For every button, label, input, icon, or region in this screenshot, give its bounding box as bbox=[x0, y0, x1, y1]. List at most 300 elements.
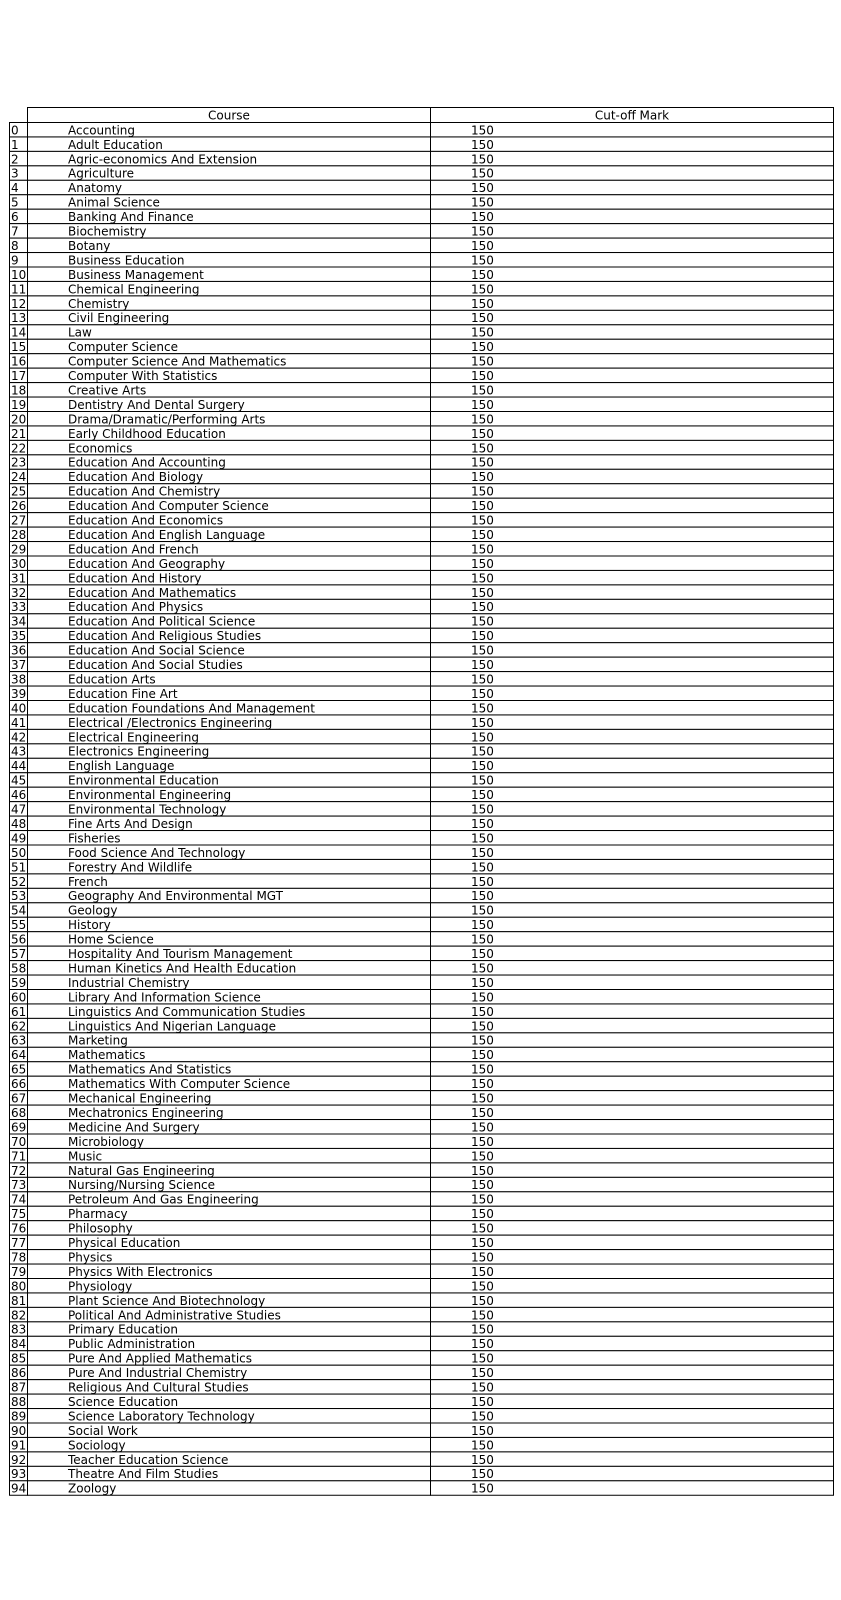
cutoff-value: 150 bbox=[471, 1250, 494, 1265]
table-row bbox=[10, 1206, 834, 1221]
cutoff-value: 150 bbox=[471, 1380, 494, 1395]
cutoff-value: 150 bbox=[471, 1394, 494, 1409]
table-row bbox=[10, 1177, 834, 1192]
row-index-label: 90 bbox=[11, 1423, 27, 1438]
course-label: Home Science bbox=[68, 932, 154, 947]
cutoff-value: 150 bbox=[471, 369, 494, 383]
row-index-label: 66 bbox=[11, 1077, 27, 1092]
row-index-label: 46 bbox=[11, 788, 27, 803]
row-index-label: 72 bbox=[11, 1163, 27, 1178]
row-index-label: 92 bbox=[11, 1452, 27, 1467]
table-row bbox=[10, 1076, 834, 1091]
table-row bbox=[10, 455, 834, 470]
row-index-label: 76 bbox=[11, 1221, 27, 1236]
course-label: Agriculture bbox=[68, 166, 134, 181]
course-label: Education Foundations And Management bbox=[68, 701, 315, 716]
row-index-label: 71 bbox=[11, 1149, 27, 1164]
cutoff-value: 150 bbox=[471, 947, 494, 961]
course-label: Mechanical Engineering bbox=[68, 1091, 212, 1106]
course-label: Civil Engineering bbox=[68, 311, 170, 326]
cutoff-value: 150 bbox=[471, 1105, 494, 1120]
course-label: French bbox=[68, 874, 108, 889]
table-row bbox=[10, 816, 834, 831]
cutoff-value: 150 bbox=[471, 1062, 494, 1077]
cutoff-value: 150 bbox=[471, 1019, 494, 1034]
course-label: Petroleum And Gas Engineering bbox=[68, 1192, 259, 1207]
cutoff-value: 150 bbox=[471, 238, 494, 253]
cutoff-value: 150 bbox=[471, 470, 494, 485]
table-row bbox=[10, 1264, 834, 1279]
cutoff-value: 150 bbox=[471, 383, 494, 398]
course-label: Education And Economics bbox=[68, 513, 224, 528]
table-row bbox=[10, 296, 834, 311]
course-label: Law bbox=[68, 325, 92, 340]
table-row bbox=[10, 1409, 834, 1424]
table-row bbox=[10, 166, 834, 181]
course-label: Mathematics With Computer Science bbox=[68, 1077, 291, 1092]
course-label: Physics With Electronics bbox=[68, 1264, 213, 1279]
table-row bbox=[10, 354, 834, 369]
course-label: Geology bbox=[68, 903, 118, 918]
row-index-label: 59 bbox=[11, 975, 27, 990]
row-index-label: 69 bbox=[11, 1120, 27, 1135]
course-label: Pure And Industrial Chemistry bbox=[68, 1366, 248, 1381]
cutoff-value: 150 bbox=[471, 1221, 494, 1236]
cutoff-value: 150 bbox=[471, 527, 494, 542]
table-row bbox=[10, 1062, 834, 1077]
cutoff-value: 150 bbox=[471, 282, 494, 297]
row-index-label: 11 bbox=[11, 282, 27, 297]
course-label: Agric-economics And Extension bbox=[68, 152, 258, 167]
cutoff-value: 150 bbox=[471, 990, 494, 1005]
table-row bbox=[10, 469, 834, 484]
cutoff-value: 150 bbox=[471, 571, 494, 586]
cutoff-value: 150 bbox=[471, 441, 494, 456]
table-row bbox=[10, 744, 834, 759]
course-label: Plant Science And Biotechnology bbox=[68, 1293, 266, 1308]
row-index-label: 36 bbox=[11, 643, 27, 658]
course-label: Sociology bbox=[68, 1438, 126, 1453]
cutoff-value: 150 bbox=[471, 397, 494, 412]
course-label: Biochemistry bbox=[68, 224, 147, 239]
row-index-label: 28 bbox=[11, 527, 27, 542]
table-row bbox=[10, 1163, 834, 1178]
row-index-label: 79 bbox=[11, 1264, 27, 1279]
cutoff-value: 150 bbox=[471, 600, 494, 615]
cutoff-value: 150 bbox=[471, 1149, 494, 1164]
row-index-label: 86 bbox=[11, 1366, 27, 1381]
table-row bbox=[10, 729, 834, 744]
cutoff-value: 150 bbox=[471, 224, 494, 239]
course-label: Education And Religious Studies bbox=[68, 629, 262, 644]
row-index-label: 14 bbox=[11, 325, 27, 340]
course-label: Physics bbox=[68, 1250, 113, 1265]
cutoff-value: 150 bbox=[471, 325, 494, 340]
table-row bbox=[10, 1437, 834, 1452]
row-index-label: 15 bbox=[11, 340, 27, 355]
course-label: Natural Gas Engineering bbox=[68, 1163, 215, 1178]
course-label: Nursing/Nursing Science bbox=[68, 1178, 216, 1193]
row-index-label: 77 bbox=[11, 1236, 27, 1250]
course-label: Forestry And Wildlife bbox=[68, 860, 193, 875]
row-index-label: 85 bbox=[11, 1351, 27, 1366]
cutoff-value: 150 bbox=[471, 1192, 494, 1207]
course-label: Computer Science And Mathematics bbox=[68, 354, 287, 369]
cutoff-value: 150 bbox=[471, 831, 494, 846]
table-row bbox=[10, 1221, 834, 1236]
row-index-label: 61 bbox=[11, 1004, 27, 1019]
row-index-label: 63 bbox=[11, 1033, 27, 1048]
table-row bbox=[10, 1235, 834, 1250]
cutoff-value: 150 bbox=[471, 686, 494, 701]
course-label: Education And Mathematics bbox=[68, 585, 237, 600]
row-index-label: 54 bbox=[11, 903, 27, 918]
row-index-label: 27 bbox=[11, 513, 27, 528]
table-row bbox=[10, 123, 834, 138]
course-label: Music bbox=[68, 1149, 103, 1164]
row-index-label: 22 bbox=[11, 441, 27, 456]
row-index-label: 84 bbox=[11, 1337, 27, 1352]
row-index-label: 21 bbox=[11, 426, 27, 441]
table-row bbox=[10, 845, 834, 860]
cutoff-value: 150 bbox=[471, 1366, 494, 1381]
table-row bbox=[10, 1134, 834, 1149]
cutoff-value: 150 bbox=[471, 137, 494, 152]
table-row bbox=[10, 1322, 834, 1337]
course-label: Food Science And Technology bbox=[68, 845, 246, 860]
row-index-label: 41 bbox=[11, 715, 27, 730]
table-row bbox=[10, 1120, 834, 1135]
cutoff-value: 150 bbox=[471, 1279, 494, 1294]
row-index-label: 0 bbox=[11, 123, 19, 138]
cutoff-value: 150 bbox=[471, 195, 494, 210]
table-row bbox=[10, 527, 834, 542]
table-row bbox=[10, 498, 834, 513]
cutoff-value: 150 bbox=[471, 1236, 494, 1250]
table-row bbox=[10, 1091, 834, 1106]
table-row bbox=[10, 990, 834, 1005]
course-label: Education And Social Science bbox=[68, 643, 245, 658]
cutoff-value: 150 bbox=[471, 499, 494, 514]
cutoff-value: 150 bbox=[471, 311, 494, 326]
cutoff-value: 150 bbox=[471, 1091, 494, 1106]
row-index-label: 26 bbox=[11, 499, 27, 514]
row-index-label: 18 bbox=[11, 383, 27, 398]
table-row bbox=[10, 180, 834, 195]
cutoff-value: 150 bbox=[471, 1409, 494, 1424]
course-label: Public Administration bbox=[68, 1337, 196, 1352]
table-row bbox=[10, 1336, 834, 1351]
cutoff-value: 150 bbox=[471, 1048, 494, 1063]
course-label: Environmental Engineering bbox=[68, 788, 232, 803]
course-label: Pure And Applied Mathematics bbox=[68, 1351, 253, 1366]
table-row bbox=[10, 946, 834, 961]
row-index-label: 6 bbox=[11, 210, 19, 225]
course-label: Education And Chemistry bbox=[68, 484, 221, 499]
row-index-label: 17 bbox=[11, 369, 27, 383]
cutoff-value: 150 bbox=[471, 484, 494, 499]
row-index-label: 57 bbox=[11, 947, 27, 961]
cutoff-value: 150 bbox=[471, 773, 494, 788]
cutoff-value: 150 bbox=[471, 1423, 494, 1438]
cutoff-value: 150 bbox=[471, 1264, 494, 1279]
cutoff-value: 150 bbox=[471, 556, 494, 571]
course-label: Environmental Education bbox=[68, 773, 219, 788]
row-index-label: 70 bbox=[11, 1134, 27, 1149]
row-index-label: 75 bbox=[11, 1207, 27, 1222]
row-index-label: 56 bbox=[11, 932, 27, 947]
table-row bbox=[10, 888, 834, 903]
row-index-label: 4 bbox=[11, 181, 19, 196]
table-row bbox=[10, 310, 834, 325]
course-label: Geography And Environmental MGT bbox=[68, 889, 283, 904]
course-label: Economics bbox=[68, 441, 133, 456]
course-label: Physical Education bbox=[68, 1236, 181, 1250]
course-label: Education Fine Art bbox=[68, 686, 178, 701]
cutoff-value: 150 bbox=[471, 1438, 494, 1453]
row-index-label: 12 bbox=[11, 296, 27, 311]
row-index-label: 42 bbox=[11, 730, 27, 745]
table-row bbox=[10, 1365, 834, 1380]
table-row bbox=[10, 253, 834, 268]
course-label: Teacher Education Science bbox=[68, 1452, 229, 1467]
cutoff-value: 150 bbox=[471, 340, 494, 355]
cutoff-value: 150 bbox=[471, 889, 494, 904]
cutoff-value: 150 bbox=[471, 513, 494, 528]
table-row bbox=[10, 1423, 834, 1438]
course-label: Education And Political Science bbox=[68, 614, 256, 629]
table-row bbox=[10, 1466, 834, 1481]
cutoff-value: 150 bbox=[471, 166, 494, 181]
course-label: Linguistics And Communication Studies bbox=[68, 1004, 306, 1019]
row-index-label: 50 bbox=[11, 845, 27, 860]
row-index-label: 25 bbox=[11, 484, 27, 499]
course-label: Zoology bbox=[68, 1481, 117, 1496]
cutoff-value: 150 bbox=[471, 1033, 494, 1048]
table-row bbox=[10, 383, 834, 398]
table-row bbox=[10, 1148, 834, 1163]
cutoff-value: 150 bbox=[471, 1004, 494, 1019]
course-label: Social Work bbox=[68, 1423, 138, 1438]
cutoff-value: 150 bbox=[471, 123, 494, 138]
table-row bbox=[10, 643, 834, 658]
cutoff-value: 150 bbox=[471, 961, 494, 976]
course-label: Medicine And Surgery bbox=[68, 1120, 200, 1135]
table-row bbox=[10, 484, 834, 499]
course-label: Chemical Engineering bbox=[68, 282, 200, 297]
course-label: Mathematics And Statistics bbox=[68, 1062, 232, 1077]
row-index-label: 68 bbox=[11, 1105, 27, 1120]
course-label: Education And History bbox=[68, 571, 202, 586]
cutoff-value: 150 bbox=[471, 1077, 494, 1092]
table-row bbox=[10, 1004, 834, 1019]
table-row bbox=[10, 859, 834, 874]
table-row bbox=[10, 614, 834, 629]
row-index-label: 34 bbox=[11, 614, 27, 629]
table-row bbox=[10, 1394, 834, 1409]
cutoff-value: 150 bbox=[471, 354, 494, 369]
row-index-label: 74 bbox=[11, 1192, 27, 1207]
course-label: Banking And Finance bbox=[68, 210, 194, 225]
cutoff-value: 150 bbox=[471, 614, 494, 629]
row-index-label: 82 bbox=[11, 1308, 27, 1323]
cutoff-value: 150 bbox=[471, 643, 494, 658]
row-index-label: 58 bbox=[11, 961, 27, 976]
cutoff-value: 150 bbox=[471, 253, 494, 268]
course-label: Drama/Dramatic/Performing Arts bbox=[68, 412, 266, 427]
table-row bbox=[10, 513, 834, 528]
cutoff-value: 150 bbox=[471, 730, 494, 745]
row-index-label: 43 bbox=[11, 744, 27, 759]
cutoff-value: 150 bbox=[471, 542, 494, 557]
table-row bbox=[10, 1293, 834, 1308]
row-index-label: 48 bbox=[11, 816, 27, 831]
row-index-label: 20 bbox=[11, 412, 27, 427]
cutoff-value: 150 bbox=[471, 1293, 494, 1308]
cutoff-value: 150 bbox=[471, 744, 494, 759]
course-label: Industrial Chemistry bbox=[68, 975, 190, 990]
row-index-label: 29 bbox=[11, 542, 27, 557]
row-index-label: 32 bbox=[11, 585, 27, 600]
row-index-label: 31 bbox=[11, 571, 27, 586]
row-index-label: 83 bbox=[11, 1322, 27, 1337]
course-label: Theatre And Film Studies bbox=[68, 1467, 219, 1482]
cutoff-value: 150 bbox=[471, 816, 494, 831]
cutoff-value: 150 bbox=[471, 715, 494, 730]
course-label: Pharmacy bbox=[68, 1207, 128, 1222]
table-row bbox=[10, 238, 834, 253]
table-row bbox=[10, 802, 834, 817]
row-index-label: 81 bbox=[11, 1293, 27, 1308]
row-index-label: 38 bbox=[11, 672, 27, 687]
cutoff-value: 150 bbox=[471, 1351, 494, 1366]
row-index-label: 87 bbox=[11, 1380, 27, 1395]
table-row bbox=[10, 932, 834, 947]
row-index-label: 47 bbox=[11, 802, 27, 817]
cutoff-value: 150 bbox=[471, 1467, 494, 1482]
cutoff-value: 150 bbox=[471, 903, 494, 918]
course-label: Physiology bbox=[68, 1279, 133, 1294]
course-label: Education And Biology bbox=[68, 470, 204, 485]
cutoff-value: 150 bbox=[471, 1178, 494, 1193]
table-row bbox=[10, 758, 834, 773]
row-index-label: 40 bbox=[11, 701, 27, 716]
row-index-label: 73 bbox=[11, 1178, 27, 1193]
course-label: Religious And Cultural Studies bbox=[68, 1380, 249, 1395]
course-label: Library And Information Science bbox=[68, 990, 261, 1005]
row-index-label: 37 bbox=[11, 658, 27, 672]
cutoff-value: 150 bbox=[471, 296, 494, 311]
table-row bbox=[10, 773, 834, 788]
table-row bbox=[10, 556, 834, 571]
course-label: Education And Accounting bbox=[68, 455, 226, 470]
course-label: Chemistry bbox=[68, 296, 130, 311]
course-label: Primary Education bbox=[68, 1322, 178, 1337]
row-index-label: 1 bbox=[11, 137, 19, 152]
row-index-label: 19 bbox=[11, 397, 27, 412]
cutoff-value: 150 bbox=[471, 845, 494, 860]
course-label: Business Education bbox=[68, 253, 185, 268]
row-index-label: 55 bbox=[11, 918, 27, 933]
table-row bbox=[10, 657, 834, 672]
row-index-label: 3 bbox=[11, 166, 19, 181]
table-row bbox=[10, 903, 834, 918]
table-row bbox=[10, 267, 834, 282]
table-row bbox=[10, 917, 834, 932]
row-index-label: 13 bbox=[11, 311, 27, 326]
course-label: Animal Science bbox=[68, 195, 160, 210]
table-row bbox=[10, 874, 834, 889]
cutoff-value: 150 bbox=[471, 1207, 494, 1222]
table-row bbox=[10, 787, 834, 802]
table-row bbox=[10, 412, 834, 427]
row-index-label: 91 bbox=[11, 1438, 27, 1453]
table-row bbox=[10, 975, 834, 990]
row-index-label: 35 bbox=[11, 629, 27, 644]
row-index-label: 64 bbox=[11, 1048, 27, 1063]
course-label: Creative Arts bbox=[68, 383, 147, 398]
cutoff-value: 150 bbox=[471, 455, 494, 470]
cutoff-value: 150 bbox=[471, 585, 494, 600]
course-label: Adult Education bbox=[68, 137, 163, 152]
table-row bbox=[10, 209, 834, 224]
cutoff-value: 150 bbox=[471, 210, 494, 225]
row-index-label: 53 bbox=[11, 889, 27, 904]
course-label: Accounting bbox=[68, 123, 136, 138]
table-row bbox=[10, 570, 834, 585]
row-index-label: 60 bbox=[11, 990, 27, 1005]
row-index-label: 89 bbox=[11, 1409, 27, 1424]
cutoff-value: 150 bbox=[471, 672, 494, 687]
table-row bbox=[10, 1018, 834, 1033]
table-row bbox=[10, 224, 834, 239]
table-row bbox=[10, 961, 834, 976]
course-label: Education Arts bbox=[68, 672, 156, 687]
table-row bbox=[10, 715, 834, 730]
row-index-label: 33 bbox=[11, 600, 27, 615]
table-row bbox=[10, 1481, 834, 1496]
row-index-label: 67 bbox=[11, 1091, 27, 1106]
row-index-label: 7 bbox=[11, 224, 19, 239]
row-index-label: 62 bbox=[11, 1019, 27, 1034]
row-index-label: 24 bbox=[11, 470, 27, 485]
cutoff-value: 150 bbox=[471, 629, 494, 644]
course-label: History bbox=[68, 918, 111, 933]
table-row bbox=[10, 397, 834, 412]
cutoff-value: 150 bbox=[471, 1120, 494, 1135]
course-label: Education And Physics bbox=[68, 600, 204, 615]
course-label: Business Management bbox=[68, 267, 204, 282]
row-index-label: 9 bbox=[11, 253, 19, 268]
table-row bbox=[10, 1452, 834, 1467]
course-label: Computer With Statistics bbox=[68, 369, 218, 383]
table-row bbox=[10, 831, 834, 846]
course-label: Education And French bbox=[68, 542, 199, 557]
cutoff-value: 150 bbox=[471, 181, 494, 196]
course-label: Electrical /Electronics Engineering bbox=[68, 715, 273, 730]
table-row bbox=[10, 1105, 834, 1120]
table-row bbox=[10, 1279, 834, 1294]
row-index-label: 10 bbox=[11, 267, 27, 282]
course-label: Science Laboratory Technology bbox=[68, 1409, 255, 1424]
table-row bbox=[10, 151, 834, 166]
course-label: Science Education bbox=[68, 1394, 179, 1409]
course-label: Education And Computer Science bbox=[68, 499, 269, 514]
cutoff-value: 150 bbox=[471, 1452, 494, 1467]
table-row bbox=[10, 426, 834, 441]
cutoff-value: 150 bbox=[471, 1481, 494, 1496]
cutoff-value: 150 bbox=[471, 932, 494, 947]
